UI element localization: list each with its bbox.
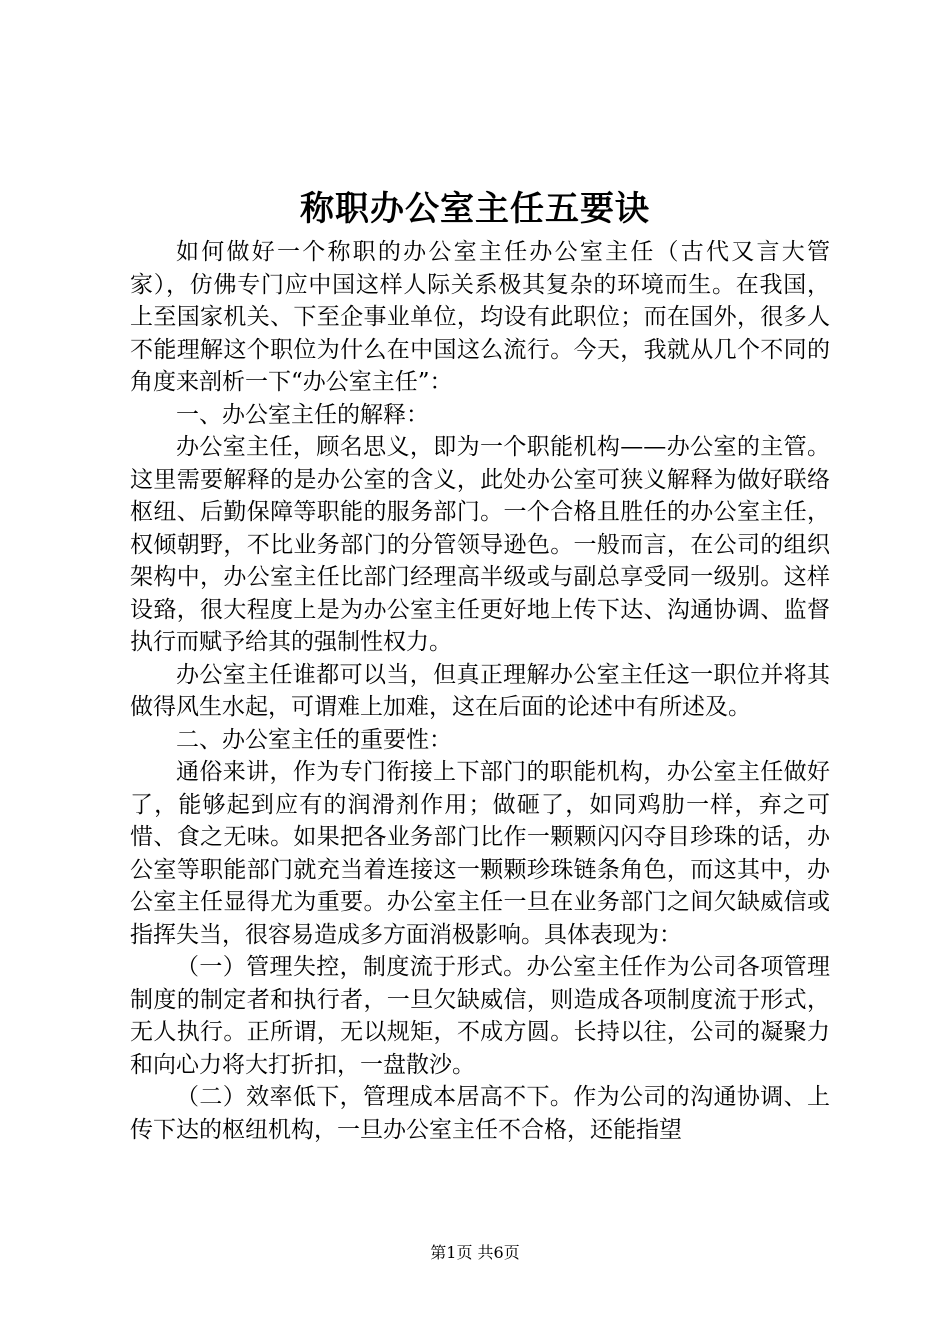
section-heading-1: 一、办公室主任的解释： [176,401,429,428]
page-footer: 第1页 共6页 [430,1243,520,1262]
paragraph-definition: 办公室主任，顾名思义，即为一个职能机构——办公室的主管。这里需要解释的是办公室的含义，此处办公室可狭义解释为做好联络枢纽、后勤保障等职能的服务部门。一个合格且胜任的办公室主任，权倾朝野，不比业务部门的分管领导逊色。一般而言，在公司的组织架构中，办公室主任比部门经理高半级或与副总享受同一级别。这样设臵，很大程度上是为办公室主任更好地上传下达、沟通协调、监督执行而赋予给其的强制性权力。 [130,434,830,655]
paragraph-importance: 通俗来讲，作为专门衔接上下部门的职能机构，办公室主任做好了，能够起到应有的润滑剂作用；做砸了，如同鸡肋一样，弃之可惜、食之无味。如果把各业务部门比作一颗颗闪闪夺目珍珠的话，办公室等职能部门就充当着连接这一颗颗珍珠链条角色，而这其中，办公室主任显得尤为重要。办公室主任一旦在业务部门之间欠缺威信或指挥失当，很容易造成多方面消极影响。具体表现为： [130,759,830,948]
document-body [130,236,830,1146]
document-title: 称职办公室主任五要诀 [300,189,650,229]
paragraph-understanding: 办公室主任谁都可以当，但真正理解办公室主任这一职位并将其做得风生水起，可谓难上加难，这在后面的论述中有所述及。 [130,661,830,720]
paragraph-point-2: （二）效率低下，管理成本居高不下。作为公司的沟通协调、上传下达的枢纽机构，一旦办公室主任不合格，还能指望 [130,1084,830,1143]
section-heading-2: 二、办公室主任的重要性： [176,726,452,753]
paragraph-point-1: （一）管理失控，制度流于形式。办公室主任作为公司各项管理制度的制定者和执行者，一旦欠缺威信，则造成各项制度流于形式，无人执行。正所谓，无以规矩，不成方圆。长持以往，公司的凝聚力和向心力将大打折扣，一盘散沙。 [130,954,830,1078]
paragraph-intro: 如何做好一个称职的办公室主任办公室主任（古代又言大管家），仿佛专门应中国这样人际关系极其复杂的环境而生。在我国，上至国家机关、下至企事业单位，均设有此职位；而在国外，很多人不能理解这个职位为什么在中国这么流行。今天，我就从几个不同的角度来剖析一下“办公室主任”： [130,239,830,395]
